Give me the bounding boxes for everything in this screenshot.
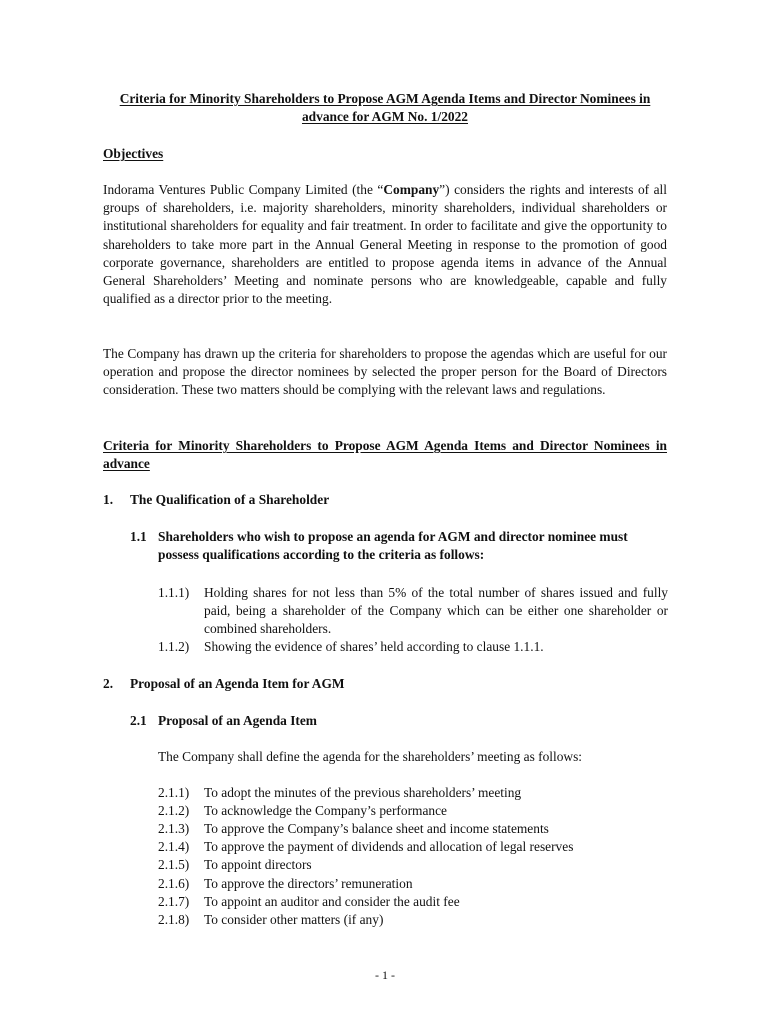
agenda-item-number: 2.1.2) — [158, 803, 190, 818]
document-title: Criteria for Minority Shareholders to Propose AGM Agenda Items and Director Nominees in advance for AGM No. 1/2022 — [119, 91, 651, 125]
agenda-item-text: To approve the payment of dividends and allocation of legal reserves — [204, 839, 574, 854]
section-2-title: Proposal of an Agenda Item for AGM — [130, 676, 345, 691]
section-2-1-intro: The Company shall define the agenda for the shareholders’ meeting as follows: — [158, 749, 583, 764]
agenda-item-text: To approve the directors’ remuneration — [204, 876, 413, 891]
agenda-item-number: 2.1.5) — [158, 857, 190, 872]
section-1-1-text: Shareholders who wish to propose an agenda for AGM and director nominee must possess qualifications according to the criteria as follows: — [158, 529, 628, 563]
agenda-item-text: To consider other matters (if any) — [204, 912, 384, 927]
clause-number: 1.1.2) — [158, 639, 190, 654]
agenda-item-text: To appoint directors — [204, 857, 312, 872]
objectives-paragraph — [103, 181, 667, 308]
clause-number: 1.1.1) — [158, 585, 190, 600]
clause-text: Holding shares for not less than 5% of the total number of shares issued and fully paid, being a shareholder of the Company which can be either one shareholder or combined shareholders. — [204, 585, 668, 637]
criteria-heading: Criteria for Minority Shareholders to Propose AGM Agenda Items and Director Nominees in advance — [103, 438, 667, 472]
section-2-1-number: 2.1 — [130, 713, 147, 728]
page-number: - 1 - — [375, 968, 395, 982]
agenda-item-text: To approve the Company’s balance sheet and income statements — [204, 821, 549, 836]
agenda-item-number: 2.1.7) — [158, 894, 190, 909]
agenda-item-number: 2.1.4) — [158, 839, 190, 854]
para1-start: Indorama Ventures Public Company Limited (the “ — [103, 182, 384, 197]
clause-text: Showing the evidence of shares’ held according to clause 1.1.1. — [204, 639, 544, 654]
section-1-1-number: 1.1 — [130, 529, 147, 544]
agenda-item-number: 2.1.6) — [158, 876, 190, 891]
para1-rest: ”) considers the rights and interests of all groups of shareholders, i.e. majority shareholders, minority shareholders, individual shareholders or institutional shareholders for equality and fair treatment. In order to facilitate and give the opportunity to shareholders to take more part in the Annual General Meeting in response to the promotion of good corporate governance, shareholders are entitled to propose agenda items in advance of the Annual General Shareholders’ Meeting and nominate persons who are knowledgeable, capable and fully qualified as a director prior to the meeting. — [103, 182, 667, 307]
agenda-item-number: 2.1.1) — [158, 785, 190, 800]
agenda-item-text: To acknowledge the Company’s performance — [204, 803, 447, 818]
section-2-number: 2. — [103, 676, 114, 691]
agenda-item-number: 2.1.8) — [158, 912, 190, 927]
agenda-item-number: 2.1.3) — [158, 821, 190, 836]
agenda-item-text: To appoint an auditor and consider the audit fee — [204, 894, 460, 909]
agenda-item-text: To adopt the minutes of the previous shareholders’ meeting — [204, 785, 522, 800]
section-2-1-title: Proposal of an Agenda Item — [158, 713, 317, 728]
criteria-intro-paragraph: The Company has drawn up the criteria for shareholders to propose the agendas which are useful for our operation and propose the director nominees by selected the proper person for the Board of Directors consideration. These two matters should be complying with the relevant laws and regulations. — [103, 346, 667, 398]
company-term: Company — [383, 182, 440, 197]
section-1-title: The Qualification of a Shareholder — [130, 492, 330, 507]
section-1-number: 1. — [103, 492, 114, 507]
objectives-heading: Objectives — [103, 146, 164, 161]
